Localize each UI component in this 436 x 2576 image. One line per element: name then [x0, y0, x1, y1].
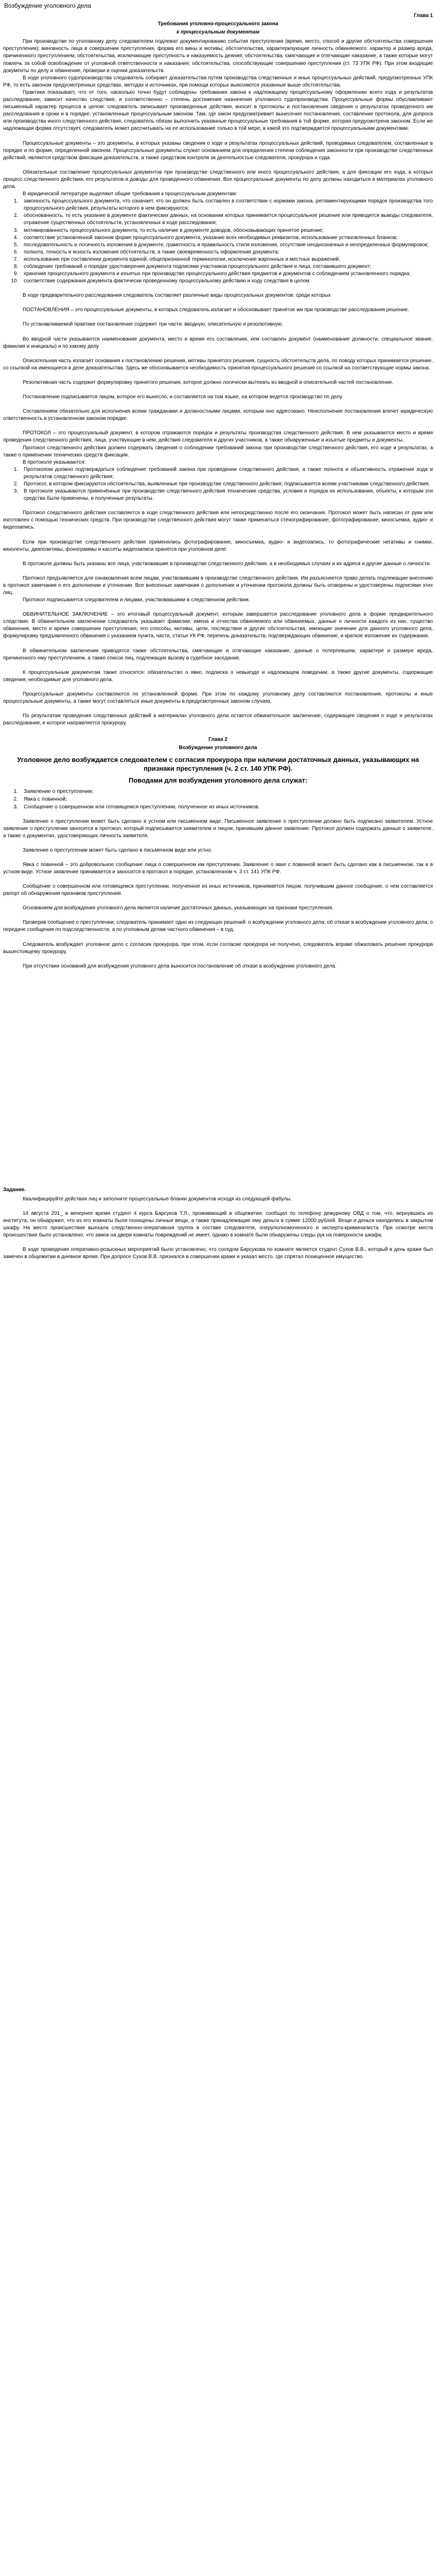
- assignment-text: Квалифицируйте действия лиц и заполните процессуальные бланки документов исходя из следующей фабулы.: [23, 1196, 292, 1202]
- list-item: 2. Явка с повинной;: [20, 795, 433, 803]
- chapter-1-subheading: к процессуальным документам: [177, 29, 259, 36]
- paragraph: Проверив сообщение о преступлении, следователь принимает одно из следующих решений: о возбуждении уголовного дела; об отказе в возбуждении уголовного дела; о передаче сообщения по подследственности, а по уголовным делам частного обвинения – в суд.: [3, 920, 433, 933]
- paragraph: ПОСТАНОВЛЕНИЯ – это процессуальные документы, в которых следователь излагает и обосновывает принятое им при производстве расследования решение.: [23, 307, 409, 313]
- paragraph: Заявление о преступлении может быть сделано в письменном виде или устно.: [23, 847, 213, 853]
- list-item: 3. В протоколе указываются применённые при производстве следственного действия технические средства, условия и порядок их использования, объекты, к которым эти средства были применены, и полученные результаты.: [20, 488, 433, 502]
- list-item: 2. обоснованность, то есть указание в документе фактических данных, на основании которых принимается процессуальное решение или приводятся выводы следователя, отражение существенных обстоятельств, установленных в ходе расследования;: [20, 212, 433, 227]
- paragraph: Описательная часть излагает основания к постановлению решения, мотивы принятого решения, сущность обстоятельств дела, по поводу которых принимается решение, со ссылкой на имеющиеся в деле доказательства. Здесь же обосновывается необходимость принятия процессуального решения со ссылкой на соответствующие нормы закона.: [3, 358, 433, 371]
- paragraph: Обязательные составление процессуальных документов при производстве следственного или иного процессуального действия, а для фиксации его хода, в которых процесс следственного действия, его результатов и доводы для проведенного обвинения. Все процессуальные документы по делу должны находиться в материалах уголовного дела.: [3, 169, 433, 190]
- list-item: 4. соответствие установленной законом форме процессуального документа, указание всех необходимых реквизитов, использование установленных бланков;: [20, 234, 433, 242]
- paragraph: Сообщение о совершенном или готовящемся преступлении, полученное из иных источников, принимается лицом, получившим данное сообщение, о чем составляется рапорт об обнаружении признаков преступления.: [3, 884, 433, 897]
- list-item: 9. хранение процессуального документа и изъятых при производстве процессуального действия предметов и документов с соблюдением установленного порядка;: [20, 270, 433, 278]
- paragraph: В протоколе должны быть указаны все лица, участвовавшие в производстве следственного действия, а в необходимых случаях и их адреса и другие данные о личности.: [23, 561, 431, 567]
- page-title: Возбуждение уголовного дела: [4, 2, 91, 9]
- paragraph: При отсутствии оснований для возбуждения уголовного дела выносится постановление об отказе в возбуждении уголовного дела.: [23, 963, 337, 969]
- paragraph: В ходе предварительного расследования следователь составляет различные виды процессуальных документов: среди которых: [23, 293, 331, 299]
- paragraph: Процессуальные документы – это документы, в которых указаны сведения о ходе и результатах процессуальных действий, проводимых следователем, составленные в порядке и по форме, определенной законом. Процессуальные документы служат основанием для определения степени соблюдения законности при производстве следственных действий, являются средством фиксации доказательств, а также средством контроля за деятельностью следователя, прокурора и суда.: [3, 140, 433, 161]
- grounds-heading: Поводами для возбуждения уголовного дела служат:: [128, 776, 308, 784]
- assignment-label: Задание.: [3, 1187, 26, 1193]
- paragraph: По устанавливаемой практике постановление содержит три части: вводную, описательную и резолютивную.: [23, 321, 284, 328]
- protocol-list: [3, 466, 433, 502]
- chapter-2-label: Глава 2: [208, 737, 228, 743]
- assignment-story: 14 августа 201_ в вечернее время студент 4 курса Барсуков Т.Л., проживающий в общежитии, сообщил по телефону дежурному ОВД о том, что, вернувшись из института, он обнаружил, что из его комнаты были похищены личные вещи, а также принадлежащие ему деньги в сумме 12000 рублей. Вещи и деньги находились в закрытом шкафу. На место происшествия выехала следственно-оперативная группа в составе следователя, оперуполномоченного и эксперта-криминалиста. При осмотре места происшествия было установлено, что замок на двери комнаты повреждений не имеет, однако в комнате были обнаружены следы рук на поверхности шкафа.: [3, 1211, 433, 1239]
- list-item: 8. соблюдение требований о порядке удостоверения документа подписями участников процессуального действия и лица, составившего документ;: [20, 263, 433, 270]
- paragraph: В обвинительном заключении приводятся также обстоятельства, смягчающие и отягчающие наказание, данные о потерпевшем, характере и размере вреда, причиненного ему преступлением, а также список лиц, подлежащих вызову в судебное заседание.: [3, 648, 433, 661]
- list-item: 3. Сообщение о совершенном или готовящемся преступлении, полученное из иных источников.: [20, 803, 433, 811]
- paragraph: Процессуальные документы составляются по установленной форме. При этом по каждому уголовному делу составляются постановления, протоколы и иные процессуальные документы, а также могут составляться иные документы в предусмотренных законом случаях.: [3, 691, 433, 705]
- paragraph: Заявление о преступлении может быть сделано в устном или письменном виде. Письменное заявление о преступлении должно быть подписано заявителем. Устное заявление о преступлении заносится в протокол, который подписывается заявителем и лицом, принявшим данное заявление. Протокол должен содержать данные о заявителе, а также о документах, удостоверяющих личность заявителя.: [3, 818, 433, 839]
- list-item: 1. Заявление о преступлении;: [20, 788, 433, 795]
- chapter-2-heading: Возбуждение уголовного дела: [179, 745, 257, 751]
- paragraph: Протокол подписывается следователем и лицами, участвовавшими в следственном действии.: [23, 597, 250, 603]
- list-item: 2. Протокол, в котором фиксируются обстоятельства, выявленные при производстве следственного действия, подписывается всеми участниками следственного действия;: [20, 481, 433, 488]
- document-page: [0, 1, 436, 1272]
- paragraph: Протокол следственного действия составляется в ходе следственного действия или непосредственно после его окончания. Протокол может быть написан от руки или изготовлен с помощью технических средств. При производстве следственного действия могут также применяться стенографирование, фотографирование, киносъемка, аудио- и видеозапись.: [3, 510, 433, 531]
- paragraph: Если при производстве следственного действия применялись фотографирование, киносъемка, аудио- и видеозапись, то фотографические негативы и снимки, киноленты, диапозитивы, фонограммы и кассеты видеозаписи хранятся при уголовном деле.: [3, 539, 433, 552]
- paragraph: В юридической литературе выделяют общие требования к процессуальным документам:: [23, 191, 237, 197]
- paragraph: Протокол предъявляется для ознакомления всем лицам, участвовавшим в производстве следственного действия. Им разъясняется право делать подлежащие внесению в протокол замечания о его дополнении и уточнении. Все внесенные замечания о дополнении и уточнении протокола должны быть оговорены и удостоверены подписями этих лиц.: [3, 575, 433, 596]
- paragraph: В протоколе указываются:: [23, 459, 86, 465]
- paragraph: Практика показывает, что от того, насколько точно будут соблюдены требования закона к надлежащему процессуальному оформлению всего хода и результатов расследования, зависит качество следствия, и соответственно – степень достижения назначения уголовного судопроизводства. Процессуальные формы обуславливают письменный характер процесса в целом: следователь записывает произведенные действия, вносит в протоколы и постановления сведения о результатах проведенного им расследования в сроки и в порядке, установленные процессуальным законом. Там, где закон предусматривает вынесение постановления, составление протокола, для допроса или производства иного следственного действия, следователь обязан выполнить указанные процессуальные требования в той форме, которая предусмотрена законом. Если же надлежащая форма отсутствует, следователь может рассчитывать на ее использование только в той мере, в какой это подтверждается процессуальными документами.: [3, 89, 433, 132]
- paragraph: Основанием для возбуждения уголовного дела является наличие достаточных данных, указывающих на признаки преступления.: [23, 905, 334, 911]
- paragraph: При производстве по уголовному делу следователем подлежат документированию события преступления (время, место, способ и другие обстоятельства совершения преступления); виновность лица в совершении преступления, форма его вины и мотивы; обстоятельства, характеризующие личность обвиняемого; характер и размер вреда, причиненного преступлением; обстоятельства, исключающие преступность и наказуемость деяния; обстоятельства, смягчающие и отягчающие наказание, а также которые могут повлечь за собой освобождение от уголовной ответственности и наказания; обстоятельства, способствующие совершению преступления (ст. 73 УПК РФ). При этом входящие документы по делу и обвинение, проверки и оценки доказательств.: [3, 39, 433, 74]
- paragraph: В ходе уголовного судопроизводства следователь собирает доказательства путем производства следственных и иных процессуальных действий, предусмотренных УПК РФ, то есть законом предусмотренных средствах, методах и источниках, при помощи которых выясняются указанные выше обстоятельства.: [3, 75, 433, 88]
- list-item: 7. использование при составлении документа единой, общепризнанной терминологии, исключение жаргонных и местных выражений;: [20, 256, 433, 263]
- paragraph: Протокол следственного действия должен содержать сведения о соблюдении требований закона при производстве следственного действия, его ходе и результатах, а также о применении технических средств фиксации.: [3, 445, 433, 458]
- assignment-story: В ходе проведения оперативно-розыскных мероприятий было установлено, что соседом Барсукова по комнате является студент Сухов В.В., который в день кражи был замечен в общежитии в дневное время. При допросе Сухов В.В. признался в совершении кражи и указал место, где спрятал похищенное имущество.: [3, 1247, 433, 1260]
- list-item: 3. мотивированность процессуального документа, то есть наличие в документе доводов, обосновывающих принятое решение;: [20, 227, 433, 234]
- paragraph: Явка с повинной – это добровольное сообщение лица о совершенном им преступлении. Заявление о явке с повинной может быть сделано как в письменном, так и в устном виде. Устное заявление принимается и заносится в протокол в порядке, установленном ч. 3 ст. 141 УПК РФ.: [3, 861, 433, 875]
- list-item: 1. законность процессуального документа, что означает, что он должен быть составлен в соответствии с нормами закона, регламентирующими порядок производства того процессуального действия, результаты которого в нем фиксируются;: [20, 198, 433, 212]
- paragraph: К процессуальным документам также относятся: обязательство о явке, подписка о невыезде и надлежащем поведении, а также другие документы, содержащие сведения, необходимые для уголовного дела.: [3, 669, 433, 683]
- list-item: 6. полнота, точность и ясность изложения обстоятельств, а также своевременность оформления документа;: [20, 249, 433, 256]
- chapter-1-heading: Требования уголовно-процессуального закона: [158, 21, 278, 27]
- paragraph: Следователь возбуждает уголовное дело с согласия прокурора, при этом, если согласие прокурора не получено, следователь вправе обжаловать решение прокурора вышестоящему прокурору.: [3, 941, 433, 955]
- paragraph: Постановление подписывается лицом, которое его вынесло, и составляется на том языке, на котором ведется производство по делу.: [23, 394, 343, 400]
- list-item: 10. соответствие содержания документа фактически проведенному процессуальному действию и ходу следствия в целом.: [20, 278, 433, 285]
- requirements-list: [3, 198, 433, 285]
- paragraph: Во вводной части указываются наименование документа, место и время его составления, кем составлен документ (наименование должности, специальное звание, фамилия и инициалы) и по какому делу.: [3, 336, 433, 349]
- grounds-list: [3, 788, 433, 811]
- paragraph: ОБВИНИТЕЛЬНОЕ ЗАКЛЮЧЕНИЕ – это итоговый процессуальный документ, которым завершается расследование уголовного дела в форме предварительного следствия. В обвинительном заключении следователь указывает фамилии, имена и отчества обвиняемого или обвиняемых, данные о личности каждого из них, существо обвинения, место и время совершения преступления, его способы, мотивы, цели, последствия и другие обстоятельства, имеющие значение для данного уголовного дела, формулировку предъявленного обвинения с указанием пункта, части, статьи УК РФ, перечень доказательств, подтверждающих обвинение, и краткое изложение их содержания.: [3, 612, 433, 639]
- chapter-2-lead: Уголовное дело возбуждается следователем с согласия прокурора при наличии достаточных данных, указывающих на признаки преступления (ч. 2 ст. 140 УПК РФ).: [17, 755, 419, 772]
- list-item: 1. Протоколом должно подтверждаться соблюдение требований закона при проведении следственного действия, а также полнота и объективность отражения хода и результатов следственного действия;: [20, 466, 433, 481]
- paragraph: Составлением обязательно для исполнения всеми гражданами и должностными лицами, которым оно адресовано. Неисполнение постановления влечет юридическую ответственность в установленном законом порядке.: [3, 409, 433, 422]
- assignment-section: [3, 1187, 433, 1261]
- list-item: 5. последовательность и логичность изложения в документе, грамотность и правильность стиля изложения, отсутствие неоднозначных и неопределенных формулировок;: [20, 242, 433, 249]
- paragraph: ПРОТОКОЛ – это процессуальный документ, в котором отражаются порядок и результаты производства следственного действия. В нем указываются место и время проведения следственного действия, лица, участвующие в нем, действия следователя и других участников, а также обнаруженные и изъятые предметы и документы.: [3, 430, 433, 444]
- chapter-1-label: Глава 1: [413, 13, 433, 19]
- paragraph: По результатам проведения следственных действий в материалах уголовного дела остается обвинительное заключение, содержащее сведения о ходе и результатах расследования, и которое направляется прокурору.: [3, 713, 433, 726]
- paragraph: Резолютивная часть содержит формулировку принятого решения, которое должно логически вытекать из вводной и описательной частей постановления.: [23, 379, 393, 385]
